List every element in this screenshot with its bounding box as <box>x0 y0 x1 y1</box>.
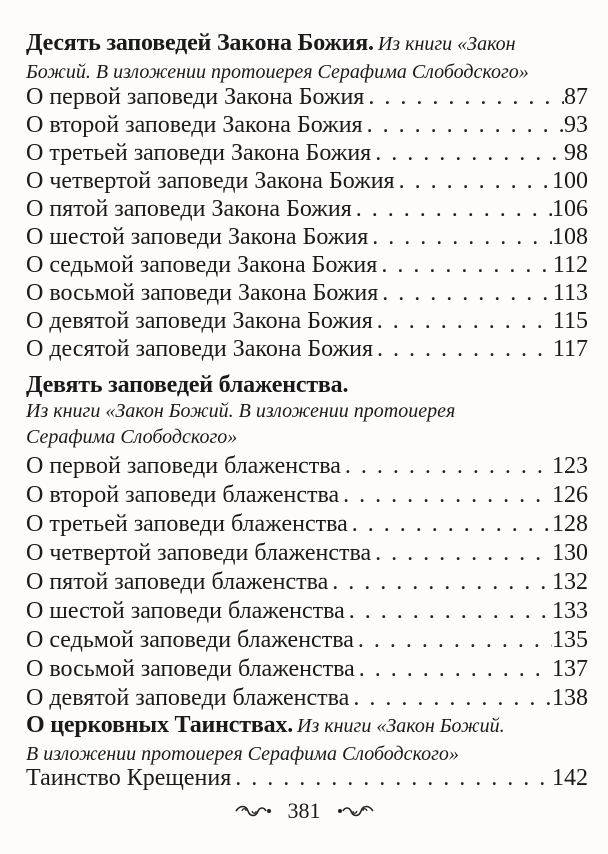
entry-title: О третьей заповеди Закона Божия <box>26 140 372 166</box>
toc-entry[interactable] <box>26 510 588 538</box>
leader-dots <box>328 568 552 596</box>
toc-entry[interactable] <box>26 539 588 567</box>
entry-page: 135 <box>552 627 588 653</box>
entry-title: О шестой заповеди Закона Божия <box>26 224 369 250</box>
leader-dots <box>349 684 552 712</box>
toc-entry[interactable] <box>26 452 588 480</box>
entry-page: 132 <box>552 569 588 595</box>
entry-page: 138 <box>552 685 588 711</box>
toc-entry[interactable] <box>26 111 588 139</box>
toc-entry[interactable] <box>26 139 588 167</box>
entry-title: О девятой заповеди Закона Божия <box>26 308 373 334</box>
section-title: Девять заповедей блаженства. <box>26 372 349 398</box>
leader-dots <box>371 539 552 567</box>
entry-page: 115 <box>552 308 588 334</box>
entry-title: Таинство Крещения <box>26 765 232 791</box>
entry-title: О четвертой заповеди Закона Божия <box>26 168 395 194</box>
section-title: Десять заповедей Закона Божия. <box>26 30 374 56</box>
section-source: Из книги «Закон <box>377 33 516 55</box>
entry-title: О восьмой заповеди блаженства <box>26 656 355 682</box>
toc-entry[interactable] <box>26 568 588 596</box>
toc-entry[interactable] <box>26 597 588 625</box>
leader-dots <box>339 481 552 509</box>
entry-page: 108 <box>552 224 588 250</box>
leader-dots <box>352 195 552 223</box>
toc-entry[interactable] <box>26 251 588 279</box>
section-source-continued: В изложении протоиерея Серафима Слободского» <box>26 743 459 765</box>
vine-scroll-icon <box>234 803 274 819</box>
entry-page: 112 <box>552 252 588 278</box>
leader-dots <box>364 83 564 111</box>
entry-page: 128 <box>552 511 588 537</box>
entry-title: О третьей заповеди блаженства <box>26 511 348 537</box>
section-heading <box>26 30 586 85</box>
entry-page: 113 <box>552 280 588 306</box>
section-title: О церковных Таинствах. <box>26 712 294 738</box>
entry-page: 133 <box>552 598 588 624</box>
entry-page: 142 <box>552 765 588 791</box>
entry-page: 126 <box>552 482 588 508</box>
entry-title: О первой заповеди блаженства <box>26 453 341 479</box>
entry-title: О второй заповеди блаженства <box>26 482 340 508</box>
entry-title: О пятой заповеди Закона Божия <box>26 196 352 222</box>
entry-title: О девятой заповеди блаженства <box>26 685 350 711</box>
toc-entry[interactable] <box>26 195 588 223</box>
leader-dots <box>341 452 552 480</box>
entry-title: О седьмой заповеди Закона Божия <box>26 252 378 278</box>
section-source-continued: Серафима Слободского» <box>26 426 238 448</box>
toc-entry[interactable] <box>26 279 588 307</box>
toc-entry[interactable] <box>26 335 588 363</box>
page-footer <box>0 796 608 826</box>
section-heading <box>26 712 586 767</box>
entry-page: 93 <box>564 112 588 138</box>
section-source: Из книги «Закон Божий. В изложении протоиерея <box>26 400 456 422</box>
entry-page: 123 <box>552 453 588 479</box>
entry-title: О пятой заповеди блаженства <box>26 569 329 595</box>
section-heading <box>26 372 586 450</box>
toc-entry[interactable] <box>26 481 588 509</box>
leader-dots <box>354 626 552 654</box>
leader-dots <box>363 111 564 139</box>
leader-dots <box>378 279 553 307</box>
entry-title: О десятой заповеди Закона Божия <box>26 336 374 362</box>
entry-title: О второй заповеди Закона Божия <box>26 112 363 138</box>
entry-page: 87 <box>564 84 588 110</box>
toc-entry[interactable] <box>26 764 588 792</box>
section-source-continued: Божий. В изложении протоиерея Серафима Слободского» <box>26 61 529 83</box>
leader-dots <box>368 223 552 251</box>
leader-dots <box>373 307 553 335</box>
entry-title: О четвертой заповеди блаженства <box>26 540 372 566</box>
entry-title: О восьмой заповеди Закона Божия <box>26 280 379 306</box>
leader-dots <box>373 335 553 363</box>
vine-scroll-icon <box>335 803 375 819</box>
toc-entry[interactable] <box>26 684 588 712</box>
entry-page: 98 <box>564 140 588 166</box>
toc-entry[interactable] <box>26 167 588 195</box>
toc-entry[interactable] <box>26 655 588 683</box>
leader-dots <box>345 597 552 625</box>
page-number: 381 <box>287 798 321 823</box>
entry-page: 106 <box>552 196 588 222</box>
toc-entry[interactable] <box>26 307 588 335</box>
leader-dots <box>371 139 564 167</box>
entry-page: 137 <box>552 656 588 682</box>
leader-dots <box>377 251 553 279</box>
entry-page: 100 <box>552 168 588 194</box>
entry-page: 130 <box>552 540 588 566</box>
toc-entry[interactable] <box>26 626 588 654</box>
entry-title: О седьмой заповеди блаженства <box>26 627 354 653</box>
entry-title: О первой заповеди Закона Божия <box>26 84 365 110</box>
leader-dots <box>355 655 552 683</box>
entry-title: О шестой заповеди блаженства <box>26 598 345 624</box>
leader-dots <box>395 167 552 195</box>
leader-dots <box>231 764 552 792</box>
section-source: Из книги «Закон Божий. <box>297 715 505 737</box>
entry-page: 117 <box>552 336 588 362</box>
toc-entry[interactable] <box>26 223 588 251</box>
toc-entry[interactable] <box>26 83 588 111</box>
leader-dots <box>348 510 552 538</box>
